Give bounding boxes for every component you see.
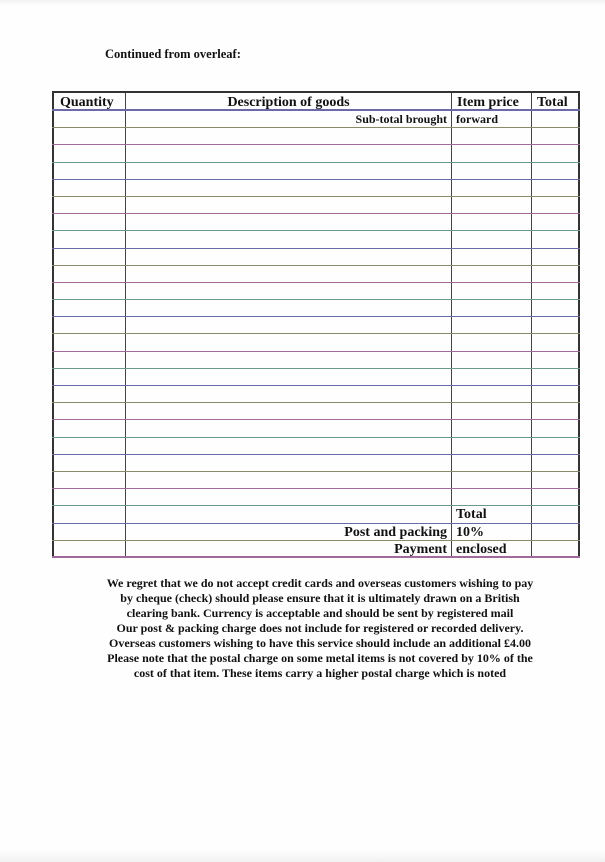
order-line-row: [52, 214, 580, 231]
payment-value: enclosed: [452, 541, 532, 556]
description-cell[interactable]: [126, 145, 452, 161]
order-line-row: [52, 266, 580, 283]
subtotal-label-forward: forward: [452, 111, 532, 127]
line-total-cell[interactable]: [532, 438, 580, 454]
order-line-row: [52, 300, 580, 317]
item-price-cell[interactable]: [452, 145, 532, 161]
item-price-cell[interactable]: [452, 214, 532, 230]
line-total-cell[interactable]: [532, 283, 580, 299]
line-total-cell[interactable]: [532, 334, 580, 350]
description-cell[interactable]: [126, 352, 452, 368]
description-cell[interactable]: [126, 489, 452, 505]
header-quantity: Quantity: [52, 93, 126, 109]
order-line-row: [52, 317, 580, 334]
quantity-cell[interactable]: [52, 334, 126, 350]
order-line-row: [52, 420, 580, 437]
item-price-cell[interactable]: [452, 352, 532, 368]
line-total-cell[interactable]: [532, 489, 580, 505]
order-line-row: [52, 438, 580, 455]
quantity-cell[interactable]: [52, 283, 126, 299]
line-total-cell[interactable]: [532, 249, 580, 265]
description-cell[interactable]: [126, 403, 452, 419]
item-price-cell[interactable]: [452, 163, 532, 179]
description-cell[interactable]: [126, 317, 452, 333]
line-total-cell[interactable]: [532, 472, 580, 488]
quantity-cell[interactable]: [52, 300, 126, 316]
item-price-cell[interactable]: [452, 300, 532, 316]
order-line-row: [52, 369, 580, 386]
order-line-row: [52, 145, 580, 162]
item-price-cell[interactable]: [452, 386, 532, 402]
quantity-cell[interactable]: [52, 214, 126, 230]
quantity-cell[interactable]: [52, 420, 126, 436]
quantity-cell[interactable]: [52, 231, 126, 247]
item-price-cell[interactable]: [452, 231, 532, 247]
description-cell[interactable]: [126, 369, 452, 385]
item-price-cell[interactable]: [452, 317, 532, 333]
item-price-cell[interactable]: [452, 249, 532, 265]
description-cell[interactable]: [126, 180, 452, 196]
order-line-row: [52, 472, 580, 489]
order-line-row: [52, 352, 580, 369]
description-cell[interactable]: [126, 249, 452, 265]
subtotal-value-cell[interactable]: [532, 111, 580, 127]
quantity-cell[interactable]: [52, 403, 126, 419]
note-registered-delivery: Our post & packing charge does not include for registered or recorded delivery. Overseas customers wishing to have this service should include an additional £4.00: [108, 621, 532, 650]
item-price-cell[interactable]: [452, 403, 532, 419]
quantity-cell[interactable]: [52, 197, 126, 213]
description-cell[interactable]: [126, 266, 452, 282]
line-total-cell[interactable]: [532, 420, 580, 436]
item-price-cell[interactable]: [452, 489, 532, 505]
total-value-cell[interactable]: [532, 506, 580, 522]
header-description: Description of goods: [126, 93, 452, 109]
line-total-cell[interactable]: [532, 231, 580, 247]
quantity-cell[interactable]: [52, 317, 126, 333]
line-total-cell[interactable]: [532, 145, 580, 161]
line-total-cell[interactable]: [532, 197, 580, 213]
item-price-cell[interactable]: [452, 283, 532, 299]
item-price-cell[interactable]: [452, 455, 532, 471]
quantity-cell[interactable]: [52, 352, 126, 368]
item-price-cell[interactable]: [452, 334, 532, 350]
payment-row: [52, 541, 580, 558]
total-row: [52, 506, 580, 523]
order-line-row: [52, 283, 580, 300]
quantity-cell[interactable]: [52, 472, 126, 488]
item-price-cell[interactable]: [452, 180, 532, 196]
post-packing-total-cell[interactable]: [532, 524, 580, 540]
description-cell: [126, 506, 452, 522]
quantity-cell[interactable]: [52, 369, 126, 385]
description-cell[interactable]: [126, 214, 452, 230]
description-cell[interactable]: [126, 231, 452, 247]
item-price-cell[interactable]: [452, 438, 532, 454]
note-payment-methods: We regret that we do not accept credit cards and overseas customers wishing to pay by cheque (check) should please ensure that it is ultimately drawn on a British clearing bank. Currency is acceptable and should be sent by registered mail: [106, 576, 534, 620]
order-line-row: [52, 128, 580, 145]
line-total-cell[interactable]: [532, 403, 580, 419]
line-total-cell[interactable]: [532, 214, 580, 230]
item-price-cell[interactable]: [452, 472, 532, 488]
page-heading: Continued from overleaf:: [105, 47, 241, 61]
qty-cell[interactable]: [52, 111, 126, 127]
order-line-row: [52, 231, 580, 248]
order-line-row: [52, 180, 580, 197]
line-total-cell[interactable]: [532, 455, 580, 471]
item-price-cell[interactable]: [452, 128, 532, 144]
quantity-cell[interactable]: [52, 489, 126, 505]
order-form-table: [52, 91, 580, 558]
description-cell[interactable]: [126, 455, 452, 471]
total-label: Total: [452, 506, 532, 522]
line-total-cell[interactable]: [532, 317, 580, 333]
order-line-row: [52, 163, 580, 180]
description-cell[interactable]: [126, 420, 452, 436]
payment-label: Payment: [126, 541, 452, 556]
quantity-cell[interactable]: [52, 145, 126, 161]
description-cell[interactable]: [126, 334, 452, 350]
subtotal-label: Sub-total brought: [126, 111, 452, 127]
subtotal-row: [52, 111, 580, 128]
quantity-cell[interactable]: [52, 438, 126, 454]
post-packing-label: Post and packing: [126, 524, 452, 540]
order-line-row: [52, 386, 580, 403]
item-price-cell[interactable]: [452, 266, 532, 282]
terms-notes: [100, 576, 540, 681]
post-packing-value: 10%: [452, 524, 532, 540]
header-total: Total: [532, 93, 580, 109]
item-price-cell[interactable]: [452, 197, 532, 213]
description-cell[interactable]: [126, 472, 452, 488]
order-line-row: [52, 403, 580, 420]
line-total-cell[interactable]: [532, 128, 580, 144]
quantity-cell[interactable]: [52, 249, 126, 265]
order-line-row: [52, 197, 580, 214]
description-cell[interactable]: [126, 197, 452, 213]
order-line-row: [52, 455, 580, 472]
qty-cell: [52, 524, 126, 540]
quantity-cell[interactable]: [52, 180, 126, 196]
line-total-cell[interactable]: [532, 369, 580, 385]
line-total-cell[interactable]: [532, 386, 580, 402]
line-total-cell[interactable]: [532, 163, 580, 179]
quantity-cell[interactable]: [52, 128, 126, 144]
quantity-cell[interactable]: [52, 163, 126, 179]
item-price-cell[interactable]: [452, 369, 532, 385]
quantity-cell[interactable]: [52, 266, 126, 282]
note-metal-items-postage: Please note that the postal charge on some metal items is not covered by 10% of the cost of that item. These items carry a higher postal charge which is noted: [107, 651, 533, 680]
header-item-price: Item price: [452, 93, 532, 109]
line-total-cell[interactable]: [532, 352, 580, 368]
payment-total-cell[interactable]: [532, 541, 580, 556]
line-total-cell[interactable]: [532, 266, 580, 282]
item-price-cell[interactable]: [452, 420, 532, 436]
order-line-row: [52, 249, 580, 266]
line-total-cell[interactable]: [532, 300, 580, 316]
order-line-row: [52, 489, 580, 506]
quantity-cell[interactable]: [52, 455, 126, 471]
post-packing-row: [52, 524, 580, 541]
description-cell[interactable]: [126, 128, 452, 144]
description-cell[interactable]: [126, 438, 452, 454]
qty-cell: [52, 506, 126, 522]
description-cell[interactable]: [126, 283, 452, 299]
quantity-cell[interactable]: [52, 386, 126, 402]
description-cell[interactable]: [126, 300, 452, 316]
line-total-cell[interactable]: [532, 180, 580, 196]
order-line-row: [52, 334, 580, 351]
table-header-row: [52, 91, 580, 111]
qty-cell: [52, 541, 126, 556]
description-cell[interactable]: [126, 386, 452, 402]
description-cell[interactable]: [126, 163, 452, 179]
